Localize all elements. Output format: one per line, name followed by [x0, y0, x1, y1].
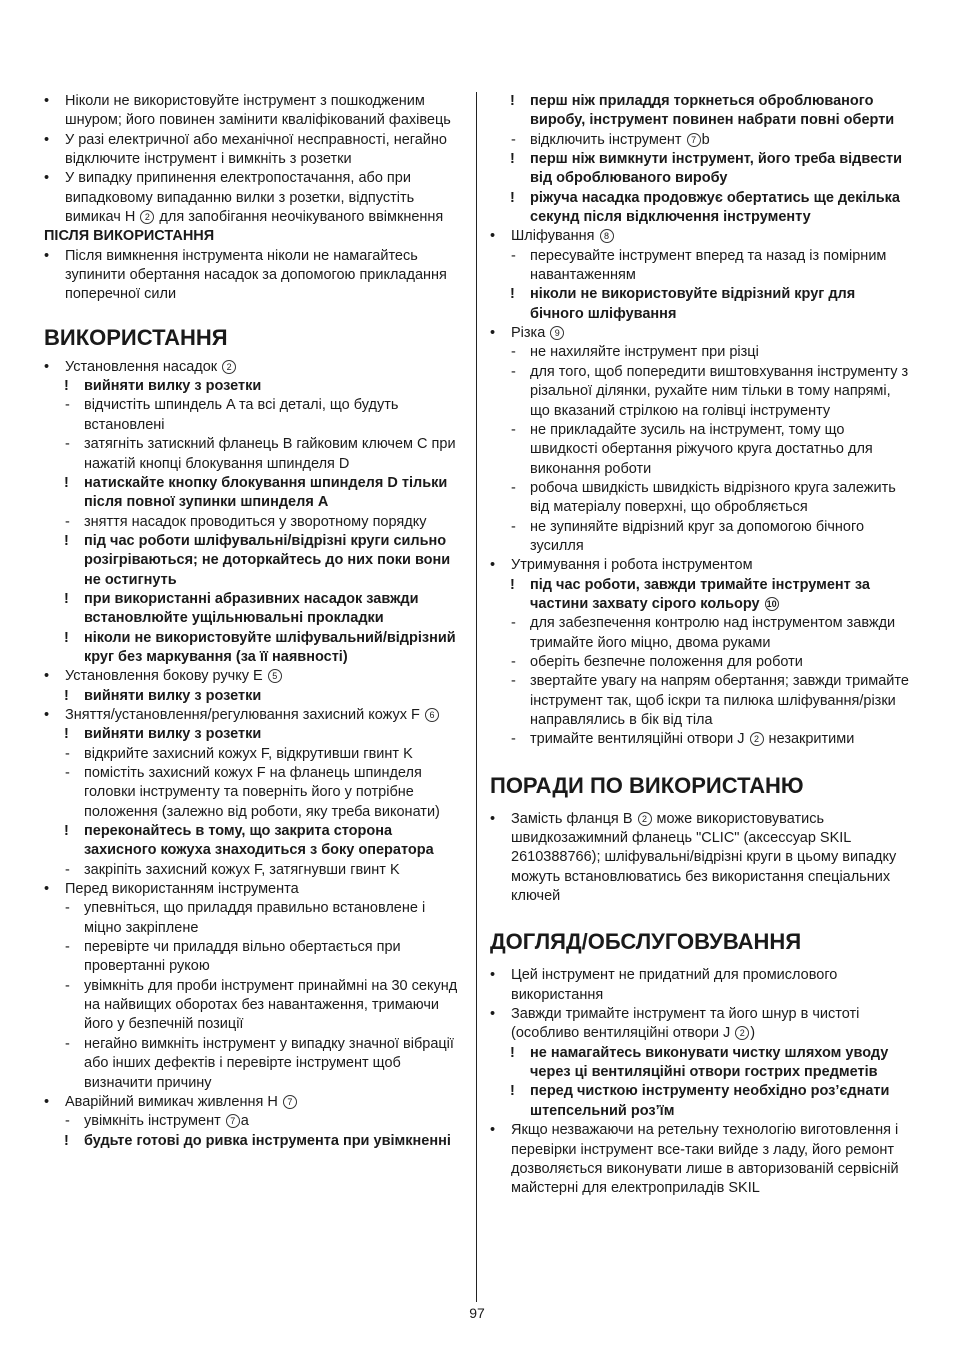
- list-item: [44, 358, 466, 377]
- dash-marker: -: [65, 513, 70, 530]
- bullet-marker: •: [490, 967, 496, 984]
- figure-reference-icon: 7: [687, 133, 701, 147]
- excl-marker: !: [510, 189, 515, 206]
- excl-marker: !: [510, 1083, 515, 1100]
- item-text: ріжуча насадка продовжує обертатись ще декілька секунд після відключення інструменту: [530, 189, 900, 226]
- item-text: Різка 9: [511, 325, 565, 341]
- list-item: [490, 810, 910, 907]
- tips-heading: ПОРАДИ ПО ВИКОРИСТАНЮ: [490, 772, 804, 798]
- page-number: 97: [469, 1305, 485, 1321]
- sub-list-item: [490, 518, 910, 557]
- item-text: Ніколи не використовуйте інструмент з пошкодженим шнуром; його повинен замінити кваліфікований фахівець: [65, 93, 451, 129]
- warning-item: [44, 725, 466, 744]
- excl-marker: !: [64, 590, 69, 607]
- sub-list-item: [490, 421, 910, 479]
- bullet-marker: •: [44, 131, 50, 148]
- tips-list: [490, 810, 910, 907]
- item-text: вийняти вилку з розетки: [84, 726, 262, 743]
- excl-marker: !: [64, 1132, 69, 1149]
- list-item: [44, 247, 466, 305]
- item-text: ніколи не використовуйте шліфувальний/відрізний круг без маркування (за її наявності): [84, 629, 456, 665]
- bullet-marker: •: [44, 706, 50, 723]
- dash-marker: -: [65, 745, 70, 762]
- sub-list-item: [44, 977, 466, 1035]
- item-text: Після вимкнення інструмента ніколи не намагайтесь зупинити обертання насадок за допомогою прикладання поперечної сили: [65, 247, 447, 303]
- figure-reference-icon: 6: [425, 708, 439, 722]
- item-text: оберіть безпечне положення для роботи: [530, 653, 803, 670]
- use-list: [44, 358, 466, 1151]
- sub-list-item: [44, 435, 466, 474]
- item-text: переконайтесь в тому, що закрита сторона захисного кожуха знаходиться з боку оператора: [84, 823, 434, 859]
- item-text: помістіть захисний кожух F на фланець шпинделя головки інструменту та поверніть його у потрібне положення (залежно від роботи, яку треба виконати): [84, 765, 440, 820]
- bullet-marker: •: [44, 668, 50, 685]
- item-text: упевніться, що приладдя правильно встановлене і міцно закріплене: [84, 900, 426, 936]
- warning-item: [490, 1044, 910, 1083]
- dash-marker: -: [511, 363, 516, 380]
- care-list: [490, 966, 910, 1198]
- figure-reference-icon: 5: [268, 669, 282, 683]
- figure-reference-icon: 2: [638, 812, 652, 826]
- dash-marker: -: [511, 131, 516, 148]
- list-item: [44, 667, 466, 686]
- warning-item: [490, 92, 910, 131]
- excl-marker: !: [64, 474, 69, 491]
- warning-item: [44, 532, 466, 590]
- item-text: вийняти вилку з розетки: [84, 687, 262, 704]
- item-text: для забезпечення контролю над інструментом завжди тримайте його міцно, двома руками: [530, 615, 896, 651]
- item-text: перш ніж вимкнути інструмент, його треба відвести від оброблюваного виробу: [530, 151, 903, 187]
- item-text: не прикладайте зусиль на інструмент, тому що швидкості обертання ріжучого круга достатньо для виконання роботи: [530, 421, 873, 477]
- item-text: відчистіть шпиндель A та всі деталі, що будуть встановлені: [84, 397, 399, 433]
- dash-marker: -: [511, 421, 516, 438]
- figure-reference-icon: 10: [766, 598, 777, 609]
- warning-item: [44, 1132, 466, 1151]
- item-text: Утримування і робота інструментом: [511, 557, 753, 574]
- dash-marker: -: [65, 900, 70, 917]
- item-text: відкрийте захисний кожух F, відкрутивши гвинт K: [84, 745, 413, 762]
- dash-marker: -: [511, 479, 516, 496]
- bullet-marker: •: [490, 810, 496, 827]
- sub-list-item: [490, 614, 910, 653]
- excl-marker: !: [64, 532, 69, 549]
- item-text: затягніть затискний фланець B гайковим ключем C при нажатій кнопці блокування шпинделя D: [84, 436, 456, 472]
- bullet-marker: •: [44, 881, 50, 898]
- bullet-marker: •: [44, 93, 50, 109]
- item-text: перед чисткою інструменту необхідно роз’єднати штепсельний роз’їм: [530, 1083, 890, 1119]
- dash-marker: -: [511, 731, 516, 748]
- figure-reference-icon: 8: [600, 229, 614, 243]
- excl-marker: !: [64, 823, 69, 840]
- dash-marker: -: [65, 436, 70, 453]
- after-use-list: [44, 247, 466, 305]
- sub-list-item: [490, 653, 910, 672]
- bullet-marker: •: [44, 1093, 50, 1110]
- excl-marker: !: [510, 151, 515, 168]
- excl-marker: !: [510, 1044, 515, 1061]
- warning-item: [490, 150, 910, 189]
- dash-marker: -: [65, 1035, 70, 1052]
- item-text: вийняти вилку з розетки: [84, 378, 262, 395]
- item-text: перевірте чи приладдя вільно обертається при провертанні рукою: [84, 939, 401, 975]
- item-text: будьте готові до ривка інструмента при увімкненні: [84, 1132, 451, 1149]
- excl-marker: !: [64, 726, 69, 743]
- figure-reference-icon: 2: [222, 360, 236, 374]
- figure-reference-icon: 7: [283, 1095, 297, 1109]
- item-text: перш ніж приладдя торкнеться оброблюваного виробу, інструмент повинен набрати повні оберти: [530, 93, 895, 129]
- left-column: [44, 92, 466, 1151]
- sub-list-item: [490, 730, 910, 749]
- bullet-marker: •: [44, 170, 50, 187]
- item-text: не намагайтесь виконувати чистку шляхом уводу через ці вентиляційні отвори гострих предметів: [530, 1044, 889, 1081]
- item-text: натискайте кнопку блокування шпинделя D тільки після повної зупинки шпинделя A: [84, 474, 448, 511]
- sub-list-item: [44, 745, 466, 764]
- excl-marker: !: [64, 629, 69, 646]
- bullet-marker: •: [44, 247, 50, 264]
- item-text: Цей інструмент не придатний для промислового використання: [511, 967, 838, 1003]
- figure-reference-icon: 9: [550, 326, 564, 340]
- sub-list-item: [490, 131, 910, 150]
- sub-list-item: [44, 938, 466, 977]
- sub-list-item: [44, 861, 466, 880]
- sub-list-item: [44, 513, 466, 532]
- dash-marker: -: [65, 397, 70, 414]
- item-text: Зняття/установлення/регулювання захисний кожух F 6: [65, 707, 440, 723]
- warning-item: [490, 1082, 910, 1121]
- item-text: не нахиляйте інструмент при різці: [530, 344, 759, 361]
- item-text: Аварійний вимикач живлення H 7: [65, 1094, 298, 1110]
- list-item: [490, 324, 910, 343]
- list-item: [44, 706, 466, 725]
- dash-marker: -: [511, 653, 516, 670]
- dash-marker: -: [65, 861, 70, 878]
- bullet-marker: •: [490, 325, 496, 342]
- warning-item: [44, 590, 466, 629]
- item-text: звертайте увагу на напрям обертання; завжди тримайте інструмент так, щоб іскри та пилюка шліфування/різки направлялись в бік від тіла: [530, 673, 909, 728]
- list-item: [44, 880, 466, 899]
- excl-marker: !: [510, 576, 515, 593]
- item-text: У разі електричної або механічної несправності, негайно відключите інструмент і вимкніть з розетки: [65, 131, 447, 168]
- item-text: ніколи не використовуйте відрізний круг для бічного шліфування: [530, 286, 856, 322]
- list-item: [44, 1093, 466, 1112]
- bullet-marker: •: [490, 1122, 496, 1139]
- warning-item: [44, 629, 466, 668]
- sub-list-item: [490, 479, 910, 518]
- list-item: [490, 1005, 910, 1044]
- list-item: [44, 92, 466, 131]
- right-column: [490, 92, 910, 1199]
- figure-reference-icon: 2: [750, 732, 764, 746]
- sub-list-item: [44, 899, 466, 938]
- item-text: Замість фланця B 2 може використовуватись швидкозажимний фланець "CLIC" (аксессуар SKIL 2610388766); шліфувальні/відрізні круги в цьому випадку можуть встановлюватись без використання спеціальних ключей: [511, 810, 897, 905]
- item-text: відключить інструмент 7 b: [530, 131, 710, 148]
- list-item: [490, 1121, 910, 1198]
- dash-marker: -: [65, 977, 70, 994]
- item-text: Завжди тримайте інструмент та його шнур в чистоті (особливо вентиляційні отвори J 2 ): [511, 1006, 860, 1042]
- warning-item: [490, 576, 910, 615]
- list-item: [490, 556, 910, 575]
- item-text: зняття насадок проводиться у зворотному порядку: [84, 513, 427, 530]
- sub-list-item: [44, 764, 466, 822]
- after-use-heading: ПІСЛЯ ВИКОРИСТАННЯ: [44, 228, 215, 245]
- item-text: Шліфування 8: [511, 228, 615, 244]
- dash-marker: -: [511, 518, 516, 535]
- dash-marker: -: [65, 1113, 70, 1130]
- excl-marker: !: [510, 93, 515, 109]
- sub-list-item: [490, 343, 910, 362]
- sub-list-item: [44, 1112, 466, 1131]
- warning-item: [44, 687, 466, 706]
- care-heading: ДОГЛЯД/ОБСЛУГОВУВАННЯ: [490, 929, 802, 955]
- dash-marker: -: [511, 247, 516, 264]
- warning-item: [44, 822, 466, 861]
- item-text: під час роботи, завжди тримайте інструмент за частини захвату сірого кольору 10: [530, 576, 870, 612]
- dash-marker: -: [511, 615, 516, 632]
- figure-reference-icon: 7: [226, 1114, 240, 1128]
- dash-marker: -: [65, 939, 70, 956]
- item-text: увімкніть інструмент 7 a: [84, 1113, 249, 1130]
- bullet-marker: •: [490, 228, 496, 245]
- sub-list-item: [490, 672, 910, 730]
- bullet-marker: •: [490, 557, 496, 574]
- dash-marker: -: [511, 673, 516, 690]
- item-text: робоча швидкість швидкість відрізного круга залежить від матеріалу поверхні, що обробляється: [530, 479, 896, 516]
- left-top-list: [44, 92, 466, 227]
- item-text: пересувайте інструмент вперед та назад із помірним навантаженням: [530, 247, 887, 284]
- warning-item: [44, 377, 466, 396]
- item-text: увімкніть для проби інструмент принаймні на 30 секунд на найвищих оборотах без навантаження, тримаючи його у безпечній позиції: [84, 977, 458, 1033]
- item-text: при використанні абразивних насадок завжди встановлюйте ущільнювальні прокладки: [84, 590, 419, 627]
- sub-list-item: [44, 1035, 466, 1093]
- dash-marker: -: [511, 344, 516, 361]
- item-text: негайно вимкніть інструмент у випадку значної вібрації або інших дефектів і перевірте інструмент щоб визначити причину: [84, 1035, 454, 1091]
- warning-item: [490, 189, 910, 228]
- sub-list-item: [44, 396, 466, 435]
- item-text: закріпіть захисний кожух F, затягнувши гвинт K: [84, 861, 400, 878]
- column-divider: [476, 92, 477, 1302]
- item-text: Якщо незважаючи на ретельну технологію виготовлення і перевірки інструмент все-таки вийде з ладу, його ремонт дозволяється виконувати лише в авторизованій сервісній майстерні для електроприладів SKIL: [511, 1122, 899, 1197]
- list-item: [490, 966, 910, 1005]
- item-text: тримайте вентиляційні отвори J 2 незакритими: [530, 731, 855, 748]
- item-text: У випадку припинення електропостачання, або при випадковому випаданню вилки з розетки, відпустіть вимикач H 2 для запобігання неочікуваного ввімкнення: [65, 170, 444, 226]
- warning-item: [44, 474, 466, 513]
- bullet-marker: •: [44, 358, 50, 375]
- item-text: під час роботи шліфувальні/відрізні круги сильно розігріваються; не доторкайтесь до них поки вони не остигнуть: [84, 532, 451, 588]
- use-heading: ВИКОРИСТАННЯ: [44, 324, 228, 350]
- dash-marker: -: [65, 765, 70, 781]
- excl-marker: !: [64, 378, 69, 395]
- warning-item: [490, 285, 910, 324]
- item-text: не зупиняйте відрізний круг за допомогою бічного зусилля: [530, 518, 865, 554]
- excl-marker: !: [64, 687, 69, 704]
- excl-marker: !: [510, 286, 515, 303]
- item-text: Перед використанням інструмента: [65, 881, 299, 898]
- figure-reference-icon: 2: [735, 1026, 749, 1040]
- list-item: [490, 227, 910, 246]
- bullet-marker: •: [490, 1006, 496, 1023]
- sub-list-item: [490, 247, 910, 286]
- list-item: [44, 169, 466, 227]
- item-text: Установлення насадок 2: [65, 359, 237, 375]
- item-text: Установлення бокову ручку E 5: [65, 668, 283, 684]
- item-text: для того, щоб попередити виштовхування інструменту з різальної ділянки, рухайте ним тільки в тому напрямі, що вказаний стрілкою на голівці інструменту: [530, 363, 909, 419]
- list-item: [44, 131, 466, 170]
- figure-reference-icon: 2: [140, 210, 154, 224]
- sub-list-item: [490, 363, 910, 421]
- right-top-list: [490, 92, 910, 750]
